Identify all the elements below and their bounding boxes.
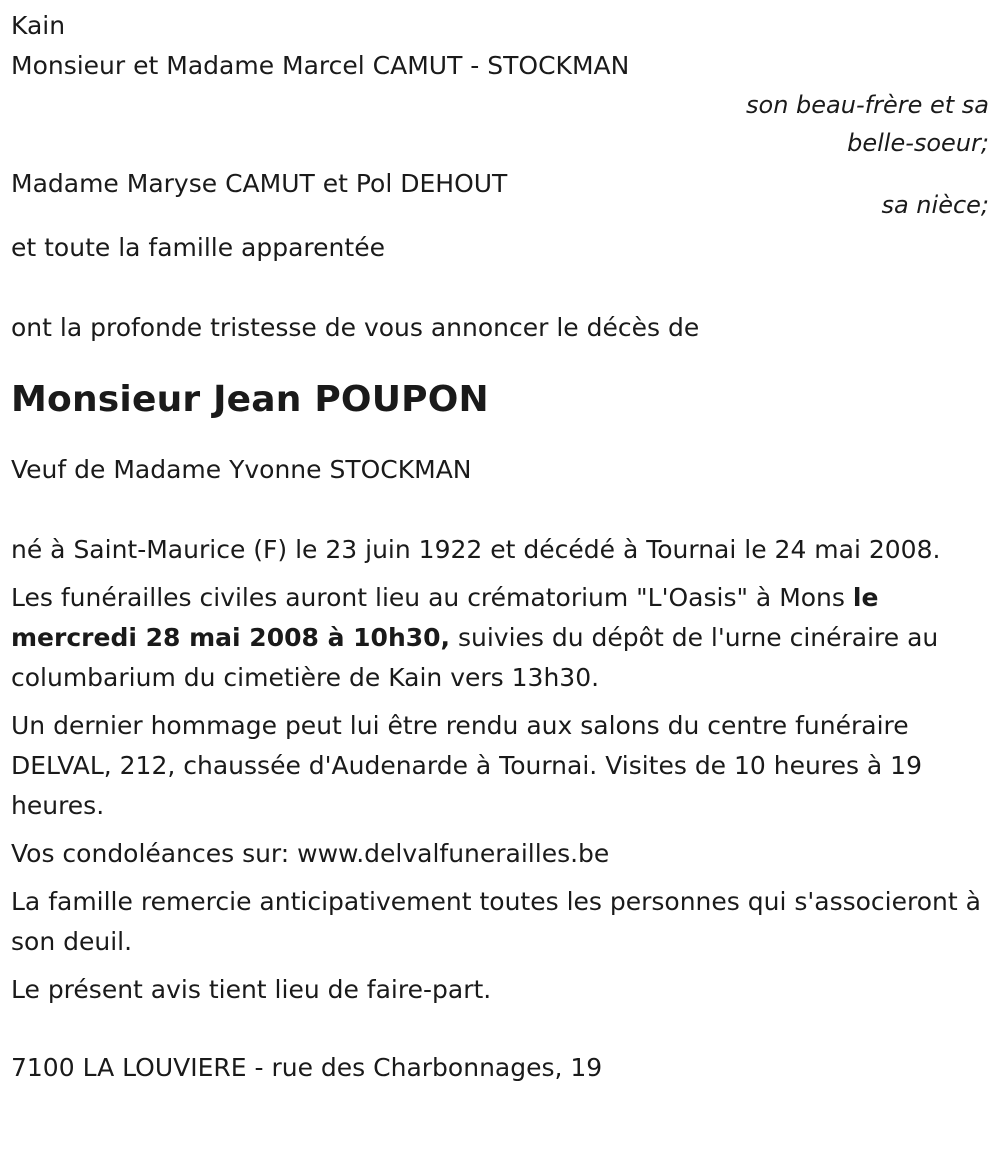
- funeral-text-end: suivies du dépôt de l'urne cinéraire au columbarium du cimetière de Kain vers 13h30.: [11, 623, 939, 692]
- obituary-notice: [11, 6, 989, 1088]
- location-text: Kain: [11, 11, 66, 40]
- announcement-text: ont la profonde tristesse de vous annoncer le décès de: [11, 313, 700, 342]
- thanks-paragraph: La famille remercie anticipativement toutes les personnes qui s'associeront à son deuil.: [11, 887, 981, 956]
- family-relation-line-2: belle-soeur;: [847, 129, 989, 157]
- family-member-name: Madame Maryse CAMUT et Pol DEHOUT: [11, 169, 508, 198]
- family-extended: et toute la famille apparentée: [11, 233, 385, 262]
- family-relation-line-1: son beau-frère et sa: [746, 91, 989, 119]
- family-member-2: [11, 164, 989, 224]
- address-text: 7100 LA LOUVIERE - rue des Charbonnages, 19: [11, 1053, 603, 1082]
- tribute-paragraph: Un dernier hommage peut lui être rendu aux salons du centre funéraire DELVAL, 212, chaussée d'Audenarde à Tournai. Visites de 10 heures à 19 heures.: [11, 711, 922, 820]
- funeral-date-bold: le mercredi 28 mai 2008 à 10h30,: [11, 583, 879, 652]
- funeral-paragraph: [11, 578, 989, 698]
- birth-death-paragraph: né à Saint-Maurice (F) le 23 juin 1922 et décédé à Tournai le 24 mai 2008.: [11, 535, 941, 564]
- family-member-1: [11, 46, 989, 162]
- family-relation: sa nièce;: [881, 191, 989, 219]
- funeral-text-start: Les funérailles civiles auront lieu au crématorium "L'Oasis" à Mons: [11, 583, 853, 612]
- condolences-paragraph: Vos condoléances sur: www.delvalfunerailles.be: [11, 839, 610, 868]
- widow-of-text: Veuf de Madame Yvonne STOCKMAN: [11, 455, 472, 484]
- deceased-name: Monsieur Jean POUPON: [11, 379, 489, 420]
- family-member-name: Monsieur et Madame Marcel CAMUT - STOCKMAN: [11, 51, 630, 80]
- notice-paragraph: Le présent avis tient lieu de faire-part.: [11, 975, 492, 1004]
